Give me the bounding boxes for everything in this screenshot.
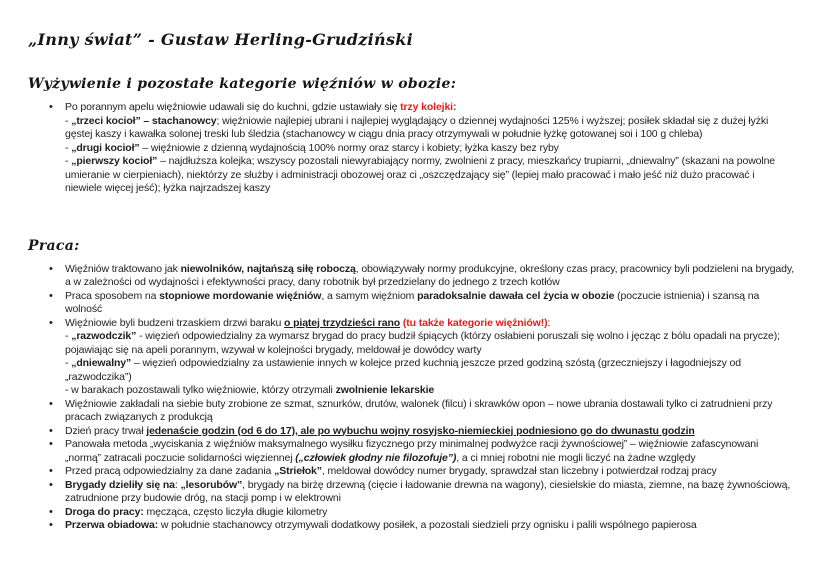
text-run: o piątej trzydzieści rano: [284, 316, 401, 329]
text-run: - w barakach pozostawali tylko więźniowie, którzy otrzymali: [65, 384, 336, 396]
bullet-item: [48, 290, 794, 317]
bullet-line: [65, 357, 794, 384]
bullet-line: [65, 263, 794, 290]
text-run: ; więźniowie najlepiej ubrani i najlepiej wyglądający o dziennej wydajności 125% i wyższej; posiłek składał się z dużej łyżki gęstej kaszy i kawałka solonej treski lub śledzia (stachanowcy w ciągu dnia pracy otrzymywali w południe łyżkę gotowanej soi i 100 g chleba): [65, 114, 769, 140]
bullet-item: [48, 398, 794, 425]
text-run: , brygady na birżę drzewną (cięcie i ładowanie drewna na wagony), ciesielskie do miasta, ziemne, na bazę żywnościową, zatrudnione przy budowie dróg, na stacji pomp i w elektrowni: [65, 478, 791, 504]
text-run: Więźniów traktowano jak: [65, 262, 181, 275]
text-run: , a samym więźniom: [321, 289, 418, 302]
bullet-line: [65, 506, 794, 520]
text-run: jedenaście godzin (od 6 do 17), ale po wybuchu wojny rosyjsko-niemieckiej podniesiono go do dwunastu godzin: [146, 424, 695, 437]
text-run: Dzień pracy trwał: [65, 424, 147, 437]
text-run: męcząca, często liczyła długie kilometry: [143, 505, 328, 518]
bullet-item: [48, 506, 794, 520]
bullet-list: [28, 263, 794, 533]
text-run: „razwodczik”: [71, 330, 137, 342]
text-run: niewolników, najtańszą siłę roboczą: [180, 262, 356, 275]
bullet-item: [48, 317, 794, 398]
bullet-item: [48, 438, 794, 465]
bullet-item: [48, 465, 794, 479]
text-run: – więzień odpowiedzialny za ustawienie innych w kolejce przed kuchnią jeszcze przed godziną szóstą (grzeczniejszy i łagodniejszy od „razwodczika”): [65, 357, 741, 383]
text-run: Droga do pracy:: [65, 505, 144, 518]
text-run: – najdłuższa kolejka; wszyscy pozostali niewyrabiający normy, zwolnieni z pracy, mieszkańcy trupiarni, „dniewalny” (skazani na powolne umieranie w cierpieniach), niektórzy ze służby i administracji obozowej oraz ci „oszczędzający się” (lepiej mało pracować i mało jeść niż dużo pracować i niewiele więcej jeść); łyżka najrzadszej kaszy: [65, 155, 776, 194]
section-heading: Praca:: [28, 237, 80, 254]
text-run: Po porannym apelu więźniowie udawali się do kuchni, gdzie ustawiały się: [65, 101, 401, 113]
text-run: (poczucie istnienia) i szansą na wolność: [65, 289, 760, 315]
bullet-line: [65, 101, 794, 115]
text-run: (tu także kategorie więźniów!): [402, 316, 548, 329]
bullet-line: [65, 465, 794, 479]
text-run: Przed pracą odpowiedzialny za dane zadania: [65, 465, 275, 477]
text-run: „pierwszy kocioł”: [71, 155, 158, 167]
bullet-item: [48, 479, 794, 506]
text-run: paradoksalnie dawała cel życia w obozie: [417, 289, 615, 302]
bullet-line: [65, 115, 794, 142]
text-run: – więźniowie z dzienną wydajnością 100% normy oraz starcy i kobiety; łyżka kaszy bez ryby: [139, 141, 559, 154]
text-run: - więzień odpowiedzialny za wymarsz brygad do pracy budził śpiących (którzy osłabieni poruszali się wolno i jęcząc z bólu opadali na prycze); pojawiając się na apeli porannym, wzywał w kolejności brygady, meldował je dowódcy warty: [65, 330, 780, 356]
bullet-item: [48, 263, 794, 290]
bullet-line: [65, 438, 794, 465]
text-run: Panowała metoda „wyciskania z więźniów maksymalnego wysiłku fizycznego przy minimalnej podwyżce racji żywnościowej” – więźniowie zafascynowani „normą” zatracali poczucie solidarności więziennej: [65, 438, 759, 464]
text-run: :: [174, 478, 181, 491]
bullet-line: [65, 384, 794, 398]
text-run: w południe stachanowcy otrzymywali dodatkowy posiłek, a pozostali siedzieli przy ognisku i palili wspólnego papierosa: [158, 519, 697, 531]
bullet-line: [65, 155, 794, 196]
bullet-line: [65, 479, 794, 506]
text-run: „lesorubów”: [180, 478, 243, 491]
text-run: -: [65, 357, 72, 369]
text-run: „trzeci kocioł” – stachanowcy: [71, 114, 217, 127]
document-title: „Inny świat” - Gustaw Herling-Grudziński: [28, 30, 414, 49]
bullet-list: [28, 101, 794, 196]
section: [28, 76, 794, 196]
text-run: „Striełok”: [274, 465, 322, 477]
text-run: Brygady dzieliły się na: [65, 478, 175, 491]
text-run: Praca sposobem na: [65, 289, 160, 302]
text-run: -: [65, 330, 72, 342]
bullet-line: [65, 142, 794, 156]
bullet-line: [65, 398, 794, 425]
text-run: , meldował dowódcy numer brygady, sprawdzał stan liczebny i potwierdzał rodzaj pracy: [321, 465, 717, 477]
section: [28, 238, 794, 533]
text-run: „dniewalny”: [71, 357, 132, 369]
text-run: , a ci mniej robotni nie mogli liczyć na żadne względy: [456, 451, 696, 464]
text-run: stopniowe mordowanie więźniów: [159, 289, 322, 302]
text-run: -: [65, 155, 72, 167]
bullet-line: [65, 330, 794, 357]
bullet-item: [48, 519, 794, 533]
text-run: „drugi kocioł”: [71, 141, 140, 154]
text-run: trzy kolejki:: [400, 101, 457, 113]
bullet-item: [48, 101, 794, 196]
section-heading: Wyżywienie i pozostałe kategorie więźniów w obozie:: [28, 76, 457, 92]
text-run: :: [547, 316, 551, 329]
text-run: Więźniowie zakładali na siebie buty zrobione ze szmat, sznurków, drutów, walonek (filcu) i skrawków opon – nowe ubrania dostawali tylko ci zatrudnieni przy pracach związanych z produkcją: [65, 397, 773, 423]
bullet-line: [65, 317, 794, 331]
text-run: zwolnienie lekarskie: [335, 384, 435, 396]
text-run: („człowiek głodny nie filozofuje”): [295, 451, 457, 464]
bullet-item: [48, 425, 794, 439]
text-run: -: [65, 141, 72, 154]
bullet-line: [65, 519, 794, 533]
text-run: Więźniowie byli budzeni trzaskiem drzwi baraku: [65, 316, 285, 329]
bullet-line: [65, 290, 794, 317]
bullet-line: [65, 425, 794, 439]
text-run: -: [65, 114, 72, 127]
text-run: Przerwa obiadowa:: [65, 519, 159, 531]
document-sections: [28, 76, 794, 533]
text-run: , obowiązywały normy produkcyjne, określony czas pracy, pracownicy byli podzieleni na brygady, a w zależności od wydajności i efektywności pracy, dany robotnik był przedzielany do jednego z trzech kotłów: [65, 262, 795, 288]
